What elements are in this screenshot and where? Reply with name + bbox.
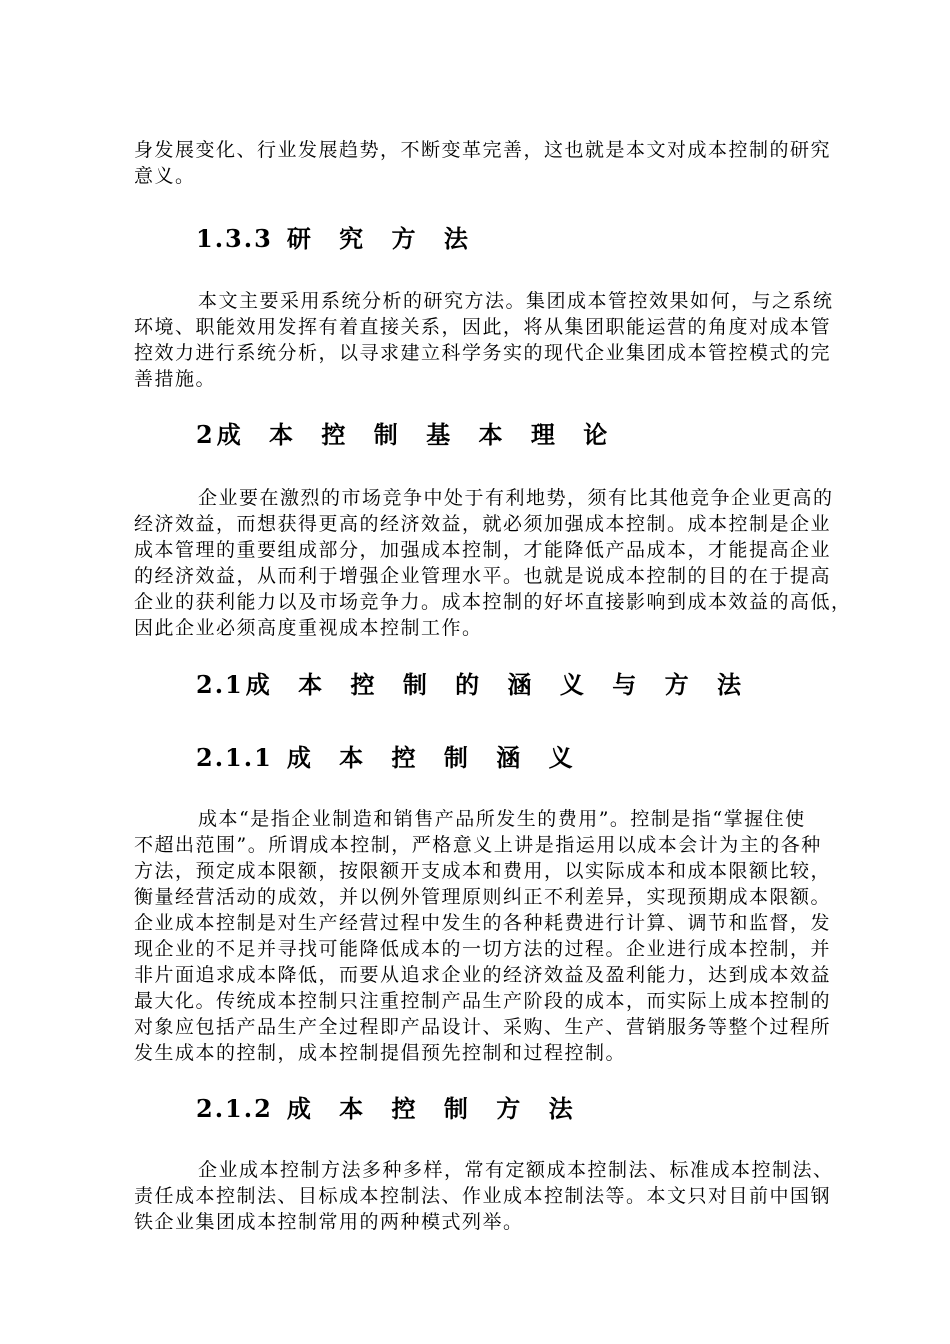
text-line: 责任成本控制法、目标成本控制法、作业成本控制法等。本文只对目前中国钢: [134, 1185, 832, 1207]
text-line: 的经济效益，从而利于增强企业管理水平。也就是说成本控制的目的在于提高: [134, 565, 832, 587]
section-heading-2-1: [196, 668, 751, 702]
section-title: 成 本 控 制 基 本 理 论: [216, 420, 618, 449]
text-line: 最大化。传统成本控制只注重控制产品生产阶段的成本，而实际上成本控制的: [134, 990, 832, 1012]
section-number: 1.3.3: [196, 224, 273, 253]
text-line: 成本“是指企业制造和销售产品所发生的费用”。控制是指“掌握住使: [198, 808, 806, 830]
section-heading-2-1-2: [196, 1092, 583, 1126]
text-line: 企业要在激烈的市场竞争中处于有利地势，须有比其他竞争企业更高的: [198, 487, 834, 509]
section-title: 成 本 控 制 涵 义: [286, 743, 583, 772]
section-title: 成 本 控 制 的 涵 义 与 方 法: [245, 670, 751, 699]
text-line: 发生成本的控制，成本控制提倡预先控制和过程控制。: [134, 1042, 627, 1064]
text-line: 非片面追求成本降低，而要从追求企业的经济效益及盈利能力，达到成本效益: [134, 964, 832, 986]
text-line: 衡量经营活动的成效，并以例外管理原则纠正不利差异，实现预期成本限额。: [134, 886, 832, 908]
section-heading-2: [196, 418, 617, 452]
section-heading-2-1-1: [196, 741, 583, 775]
section-number: 2.1: [196, 670, 244, 699]
text-line: 意义。: [134, 165, 196, 187]
section-heading-1-3-3: [196, 222, 478, 256]
text-line: 企业的获利能力以及市场竞争力。成本控制的好坏直接影响到成本效益的高低，: [134, 591, 852, 613]
text-line: 不超出范围”。所谓成本控制，严格意义上讲是指运用以成本会计为主的各种: [134, 834, 822, 856]
section-number: 2: [196, 420, 215, 449]
text-line: 善措施。: [134, 368, 217, 390]
section-number: 2.1.2: [196, 1094, 273, 1123]
text-line: 经济效益，而想获得更高的经济效益，就必须加强成本控制。成本控制是企业: [134, 513, 832, 535]
text-line: 因此企业必须高度重视成本控制工作。: [134, 617, 483, 639]
text-line: 成本管理的重要组成部分，加强成本控制，才能降低产品成本，才能提高企业: [134, 539, 832, 561]
text-line: 控效力进行系统分析，以寻求建立科学务实的现代企业集团成本管控模式的完: [134, 342, 832, 364]
text-line: 企业成本控制是对生产经营过程中发生的各种耗费进行计算、调节和监督，发: [134, 912, 832, 934]
section-title: 成 本 控 制 方 法: [286, 1094, 583, 1123]
text-line: 环境、职能效用发挥有着直接关系，因此，将从集团职能运营的角度对成本管: [134, 316, 832, 338]
text-line: 对象应包括产品生产全过程即产品设计、采购、生产、营销服务等整个过程所: [134, 1016, 832, 1038]
text-line: 身发展变化、行业发展趋势，不断变革完善，这也就是本文对成本控制的研究: [134, 139, 832, 161]
text-line: 方法，预定成本限额，按限额开支成本和费用，以实际成本和成本限额比较，: [134, 860, 832, 882]
text-line: 本文主要采用系统分析的研究方法。集团成本管控效果如何，与之系统: [198, 290, 834, 312]
text-line: 企业成本控制方法多种多样，常有定额成本控制法、标准成本控制法、: [198, 1159, 834, 1181]
text-line: 铁企业集团成本控制常用的两种模式列举。: [134, 1211, 524, 1233]
text-line: 现企业的不足并寻找可能降低成本的一切方法的过程。企业进行成本控制，并: [134, 938, 832, 960]
section-title: 研 究 方 法: [286, 224, 478, 253]
section-number: 2.1.1: [196, 743, 273, 772]
